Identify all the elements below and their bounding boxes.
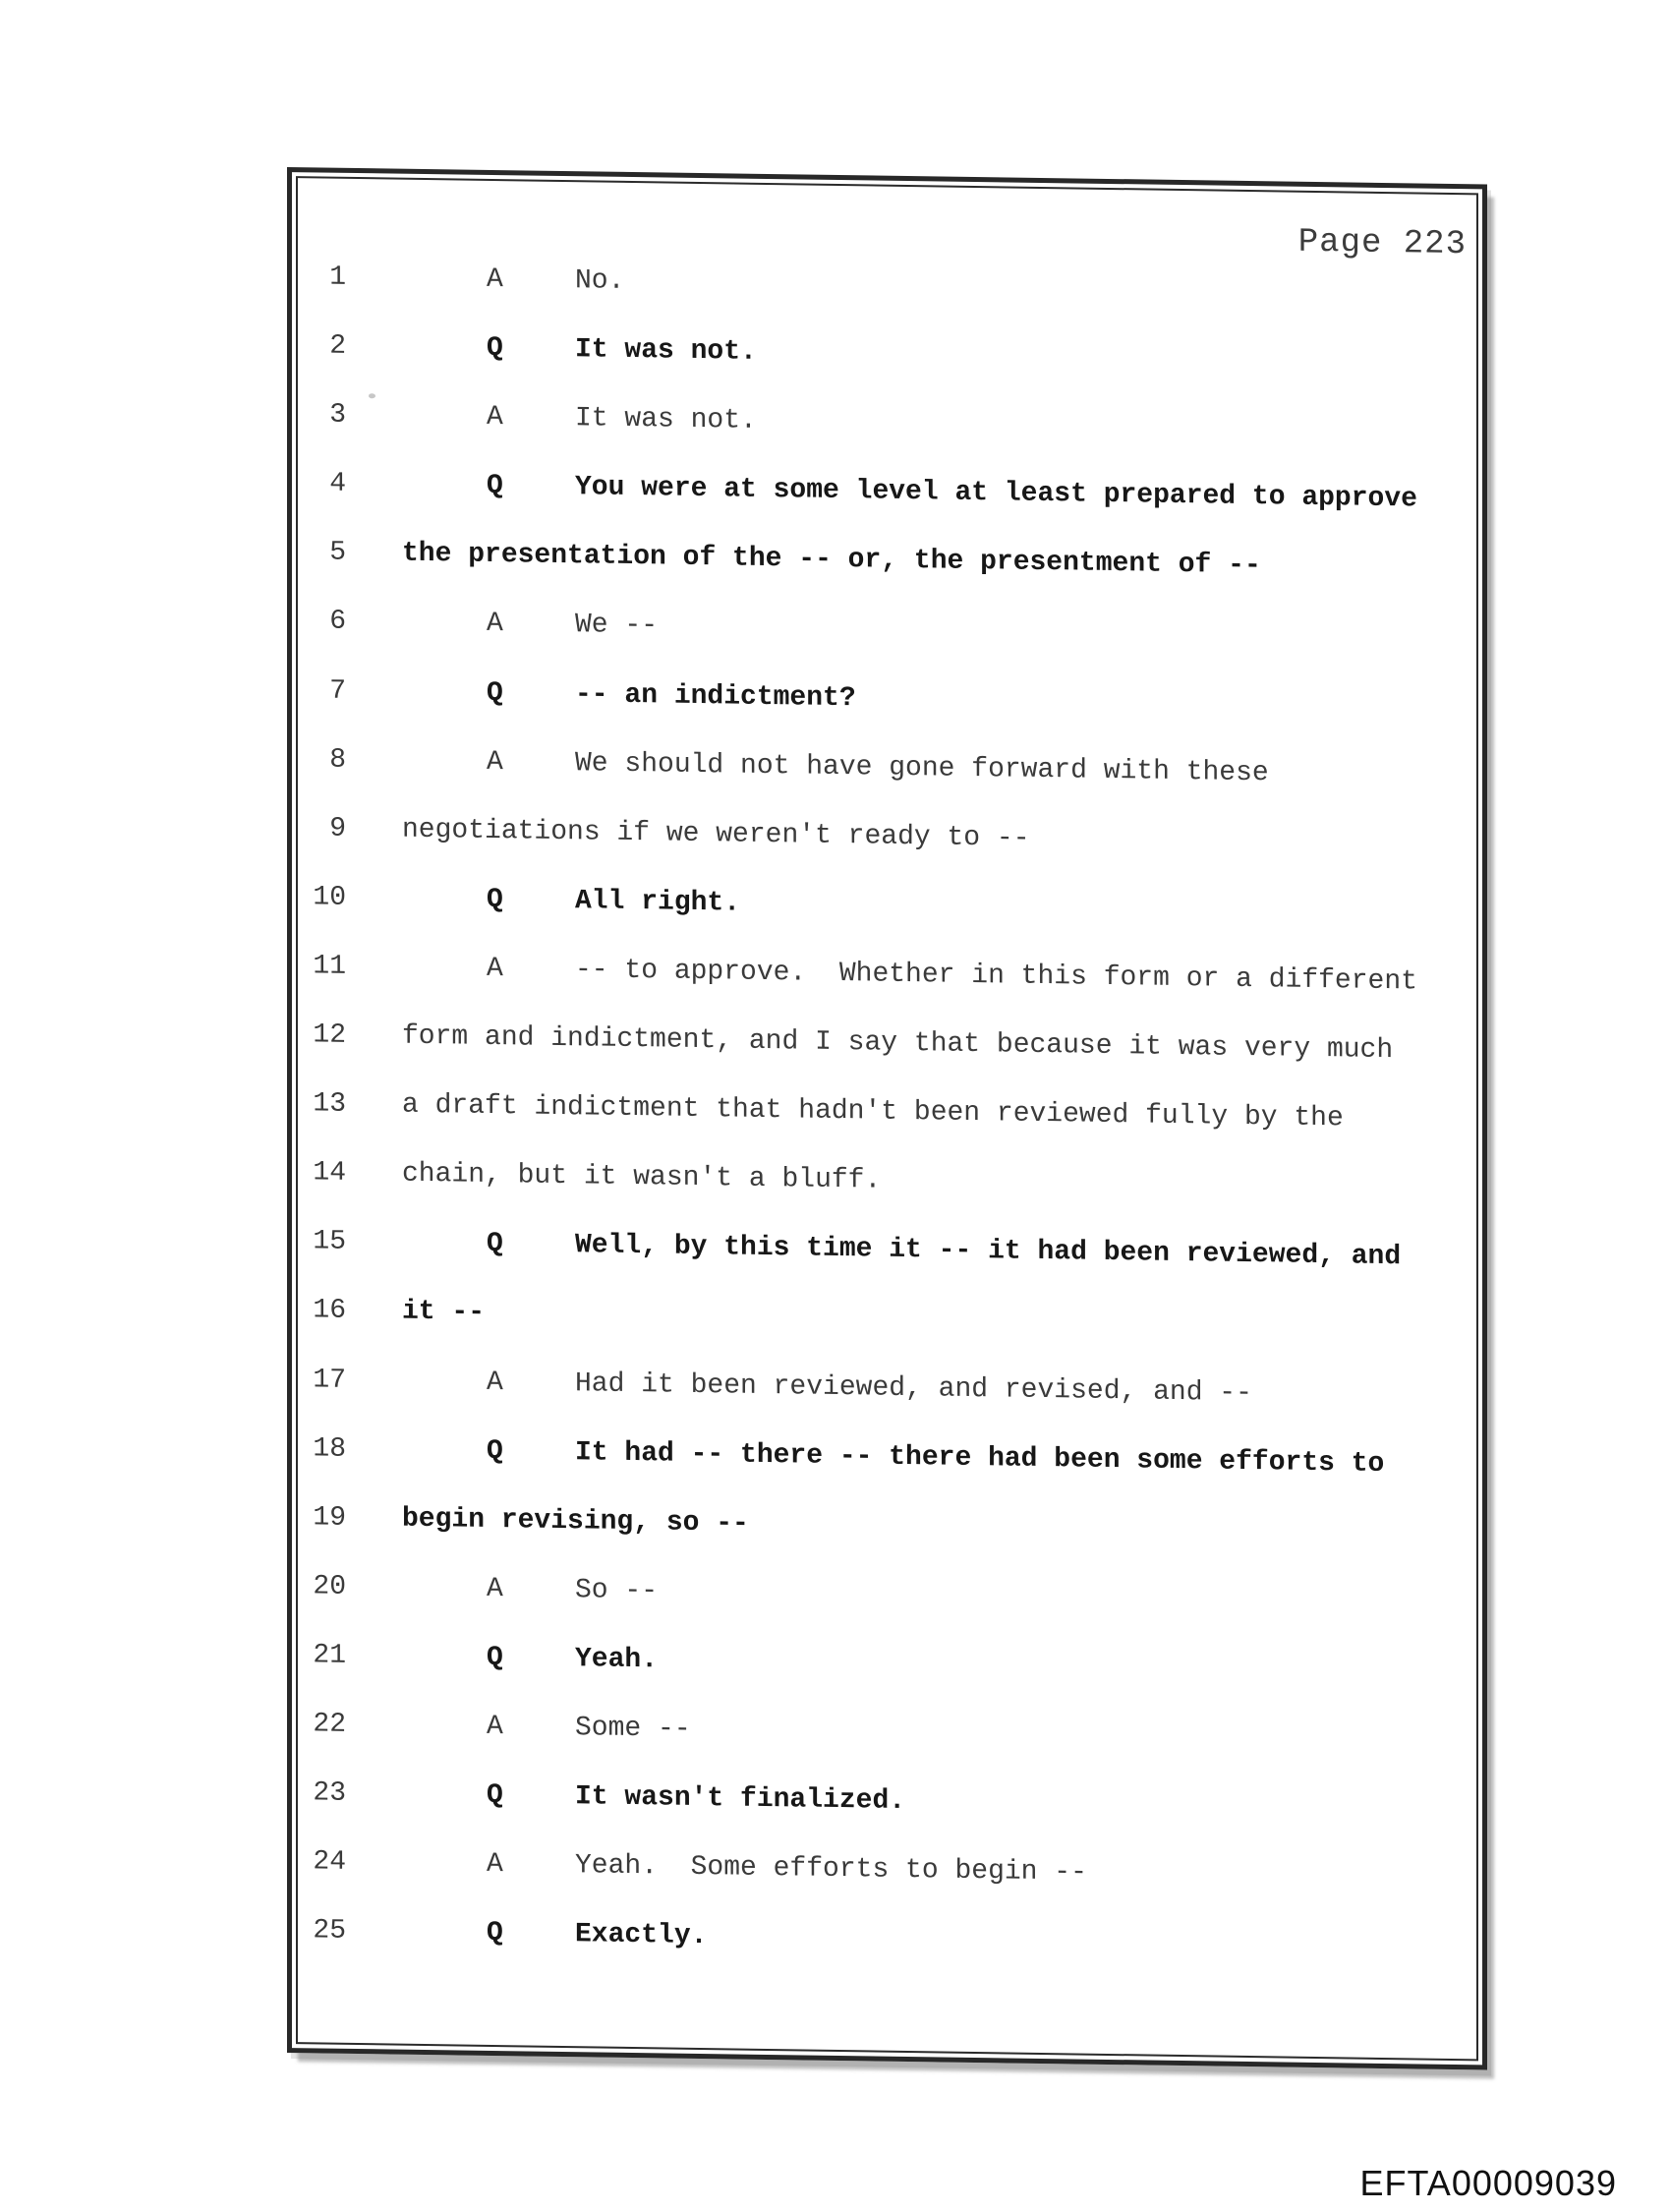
line-text: Well, by this time it -- it had been reviewed, and	[575, 1230, 1402, 1273]
line-text: Yeah.	[575, 1644, 659, 1676]
speaker-label: A	[487, 1849, 503, 1881]
speaker-label: Q	[487, 1918, 503, 1950]
line-number: 13	[313, 1088, 346, 1120]
line-number: 16	[313, 1295, 346, 1327]
line-text: All right.	[575, 886, 741, 919]
line-number: 1	[329, 262, 346, 293]
line-text: No.	[575, 265, 625, 297]
line-number: 21	[313, 1640, 346, 1671]
page-border-inner	[296, 176, 1478, 2061]
line-text: It was not.	[575, 334, 757, 368]
line-number: 9	[329, 813, 346, 844]
line-number: 22	[313, 1709, 346, 1740]
line-number: 14	[313, 1157, 346, 1190]
line-number: 23	[313, 1777, 346, 1809]
line-text: a draft indictment that hadn't been reviewed fully by the	[402, 1089, 1344, 1135]
line-number: 8	[329, 744, 346, 776]
line-text: it --	[402, 1297, 486, 1329]
speaker-label: A	[487, 263, 503, 296]
line-text: -- an indictment?	[575, 678, 856, 714]
speaker-label: Q	[487, 1435, 503, 1467]
line-text: form and indictment, and I say that because it was very much	[402, 1020, 1394, 1067]
speaker-label: Q	[487, 677, 503, 709]
bates-number: EFTA00009039	[1359, 2163, 1617, 2203]
line-number: 19	[313, 1502, 346, 1534]
line-number: 11	[313, 951, 346, 982]
line-text: So --	[575, 1574, 659, 1607]
line-number: 7	[329, 675, 346, 707]
line-text: You were at some level at least prepared to approve	[575, 472, 1417, 515]
line-number: 12	[313, 1019, 346, 1051]
speaker-label: A	[487, 746, 503, 778]
speaker-label: Q	[487, 1779, 503, 1812]
line-number: 5	[329, 537, 346, 569]
transcript-rows	[298, 243, 1476, 1983]
speaker-label: A	[487, 402, 503, 434]
line-number: 17	[313, 1364, 346, 1396]
line-text: negotiations if we weren't ready to --	[402, 814, 1030, 854]
page-frame	[287, 167, 1487, 2069]
line-text: Had it been reviewed, and revised, and --	[575, 1368, 1252, 1409]
line-text: chain, but it wasn't a bluff.	[402, 1158, 882, 1196]
page-number-label: Page 223	[1297, 223, 1467, 264]
line-number: 3	[329, 399, 346, 432]
line-number: 2	[329, 330, 346, 362]
line-text: Yeah. Some efforts to begin --	[575, 1850, 1087, 1889]
line-text: We --	[575, 610, 659, 642]
line-number: 20	[313, 1571, 346, 1602]
speaker-label: A	[487, 1367, 503, 1398]
line-number: 4	[329, 468, 346, 500]
line-text: the presentation of the -- or, the presentment of --	[402, 539, 1261, 582]
speaker-label: Q	[487, 1642, 503, 1674]
speaker-label: A	[487, 1711, 503, 1743]
line-text: begin revising, so --	[402, 1503, 749, 1540]
speaker-label: Q	[487, 884, 503, 915]
speaker-label: Q	[487, 332, 503, 365]
line-text: -- to approve. Whether in this form or a different	[575, 955, 1417, 998]
line-text: We should not have gone forward with these	[575, 747, 1269, 788]
line-text: It had -- there -- there had been some efforts to	[575, 1436, 1385, 1480]
speaker-label: Q	[487, 1229, 503, 1260]
speaker-label: A	[487, 953, 503, 985]
line-number: 10	[313, 882, 346, 913]
line-number: 15	[313, 1226, 346, 1258]
line-text: It was not.	[575, 403, 757, 437]
line-number: 25	[313, 1915, 346, 1948]
speaker-label: Q	[487, 471, 503, 502]
line-number: 24	[313, 1846, 346, 1879]
line-number: 6	[329, 607, 346, 638]
speaker-label: A	[487, 1573, 503, 1604]
speaker-label: A	[487, 609, 503, 640]
line-text: Exactly.	[575, 1919, 708, 1952]
line-text: Some --	[575, 1713, 691, 1745]
line-text: It wasn't finalized.	[575, 1781, 906, 1818]
line-number: 18	[313, 1432, 346, 1465]
